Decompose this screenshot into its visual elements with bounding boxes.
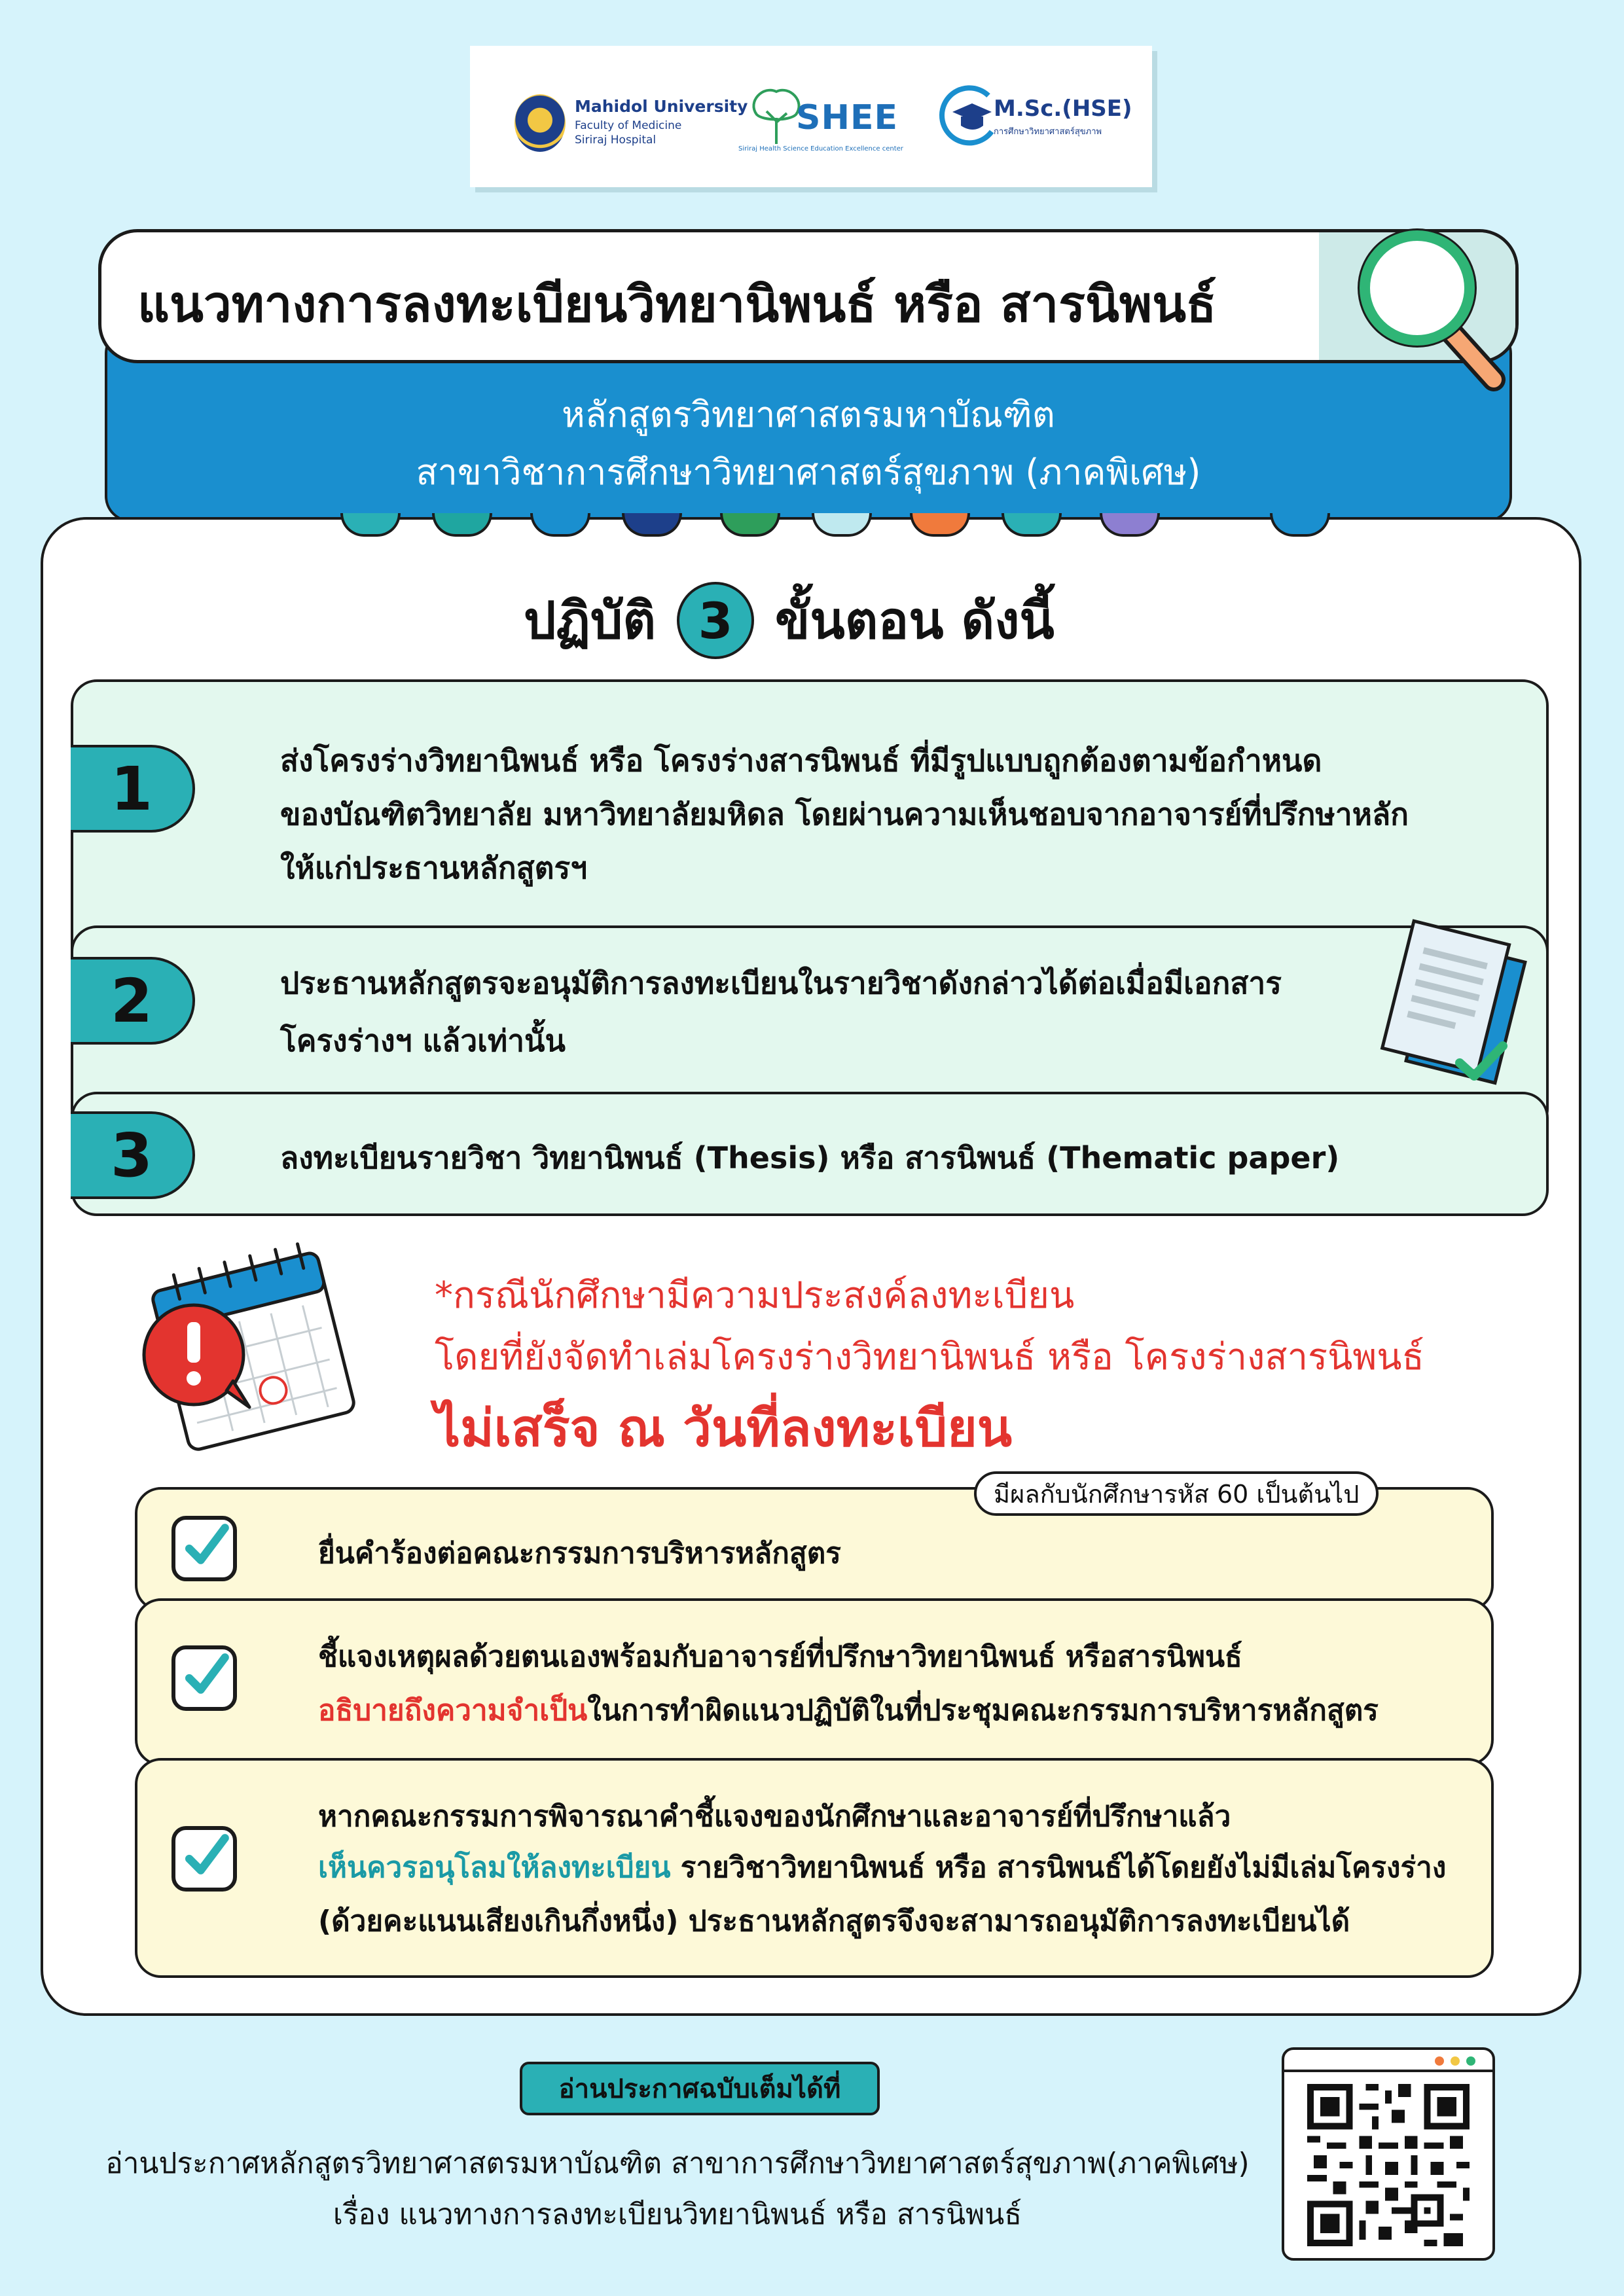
graduation-cap-icon (936, 82, 1001, 148)
effective-note: มีผลกับนักศึกษารหัส 60 เป็นต้นไป (974, 1471, 1379, 1516)
condition-3-line-2 (318, 1844, 1446, 1890)
condition-2-line-2-rest: ในการทำผิดแนวปฏิบัติในที่ประชุมคณะกรรมการบริหารหลักสูตร (587, 1694, 1379, 1727)
shee-logo-text: SHEE (796, 98, 899, 137)
check-icon (171, 1645, 237, 1711)
condition-3-line-1: หากคณะกรรมการพิจารณาคำชี้แจงของนักศึกษาและอาจารย์ที่ปรึกษาแล้ว (318, 1800, 1231, 1833)
qr-code-icon (1303, 2084, 1474, 2246)
step-2-number: 2 (71, 957, 195, 1045)
decorative-dots (340, 513, 1309, 539)
steps-count-badge: 3 (677, 582, 754, 659)
step-1-line-1: ส่งโครงร่างวิทยานิพนธ์ หรือ โครงร่างสารนิพนธ์ ที่มีรูปแบบถูกต้องตามข้อกำหนด (280, 743, 1322, 778)
condition-2-box (135, 1598, 1494, 1766)
page-title: แนวทางการลงทะเบียนวิทยานิพนธ์ หรือ สารนิพนธ์ (137, 275, 1217, 333)
department-name: สาขาวิชาการศึกษาวิทยาศาสตร์สุขภาพ (ภาคพิเศษ) (416, 452, 1201, 493)
steps-heading (524, 581, 1055, 660)
check-icon (171, 1516, 237, 1581)
mahidol-hospital: Siriraj Hospital (575, 134, 657, 147)
check-icon (171, 1826, 237, 1892)
magnifier-icon (1348, 216, 1512, 393)
step-1-line-3: ให้แก่ประธานหลักสูตรฯ (280, 850, 588, 886)
footer-line-1: อ่านประกาศหลักสูตรวิทยาศาสตรมหาบัณฑิต สาขาการศึกษาวิทยาศาสตร์สุขภาพ(ภาคพิเศษ) (105, 2147, 1250, 2180)
step-1-line-2: ของบัณฑิตวิทยาลัย มหาวิทยาลัยมหิดล โดยผ่านความเห็นชอบจากอาจารย์ที่ปรึกษาหลัก (280, 797, 1409, 832)
step-2-line-2: โครงร่างฯ แล้วเท่านั้น (280, 1023, 566, 1058)
step-3-number: 3 (71, 1111, 195, 1199)
condition-3-line-2-rest: รายวิชาวิทยานิพนธ์ หรือ สารนิพนธ์ได้โดยยังไม่มีเล่มโครงร่าง (670, 1851, 1447, 1884)
mahidol-seal-icon (514, 94, 566, 152)
condition-3-highlight: เห็นควรอนุโลมให้ลงทะเบียน (318, 1851, 671, 1884)
steps-heading-before: ปฏิบัติ (524, 592, 657, 651)
shee-subtitle: Siriraj Health Science Education Excellence center (738, 145, 903, 152)
mahidol-faculty: Faculty of Medicine (575, 119, 682, 132)
condition-2-line-1: ชี้แจงเหตุผลด้วยตนเองพร้อมกับอาจารย์ที่ปรึกษาวิทยานิพนธ์ หรือสารนิพนธ์ (318, 1640, 1242, 1674)
condition-2-highlight: อธิบายถึงความจำเป็น (318, 1694, 588, 1727)
msc-subtitle: การศึกษาวิทยาศาสตร์สุขภาพ (994, 127, 1102, 137)
mahidol-name: Mahidol University (575, 97, 748, 116)
program-name: หลักสูตรวิทยาศาสตรมหาบัณฑิต (562, 394, 1055, 435)
warning-line-3: ไม่เสร็จ ณ วันที่ลงทะเบียน (435, 1399, 1013, 1458)
condition-1-line-1: ยื่นคำร้องต่อคณะกรรมการบริหารหลักสูตร (318, 1537, 841, 1570)
warning-line-2: โดยที่ยังจัดทำเล่มโครงร่างวิทยานิพนธ์ หรือ โครงร่างสารนิพนธ์ (435, 1336, 1424, 1378)
step-1-number: 1 (71, 745, 195, 833)
document-icon (1348, 911, 1538, 1101)
calendar-alert-icon (128, 1230, 364, 1466)
condition-3-line-3: (ด้วยคะแนนเสียงเกินกึ่งหนึ่ง) ประธานหลักสูตรจึงจะสามารถอนุมัติการลงทะเบียนได้ (318, 1905, 1350, 1938)
logo-bar (470, 46, 1152, 187)
footer-line-2: เรื่อง แนวทางการลงทะเบียนวิทยานิพนธ์ หรือ สารนิพนธ์ (333, 2198, 1022, 2231)
qr-code-frame[interactable] (1282, 2047, 1495, 2261)
warning-line-1: *กรณีนักศึกษามีความประสงค์ลงทะเบียน (435, 1274, 1075, 1317)
step-3-line-1: ลงทะเบียนรายวิชา วิทยานิพนธ์ (Thesis) หรือ สารนิพนธ์ (Thematic paper) (280, 1140, 1340, 1175)
condition-2-line-2 (318, 1687, 1379, 1733)
step-2-line-1: ประธานหลักสูตรจะอนุมัติการลงทะเบียนในรายวิชาดังกล่าวได้ต่อเมื่อมีเอกสาร (280, 965, 1282, 1001)
msc-logo-text: M.Sc.(HSE) (994, 96, 1132, 122)
read-full-announcement-button[interactable]: อ่านประกาศฉบับเต็มได้ที่ (520, 2062, 880, 2115)
steps-heading-after: ขั้นตอน ดังนี้ (775, 592, 1055, 651)
